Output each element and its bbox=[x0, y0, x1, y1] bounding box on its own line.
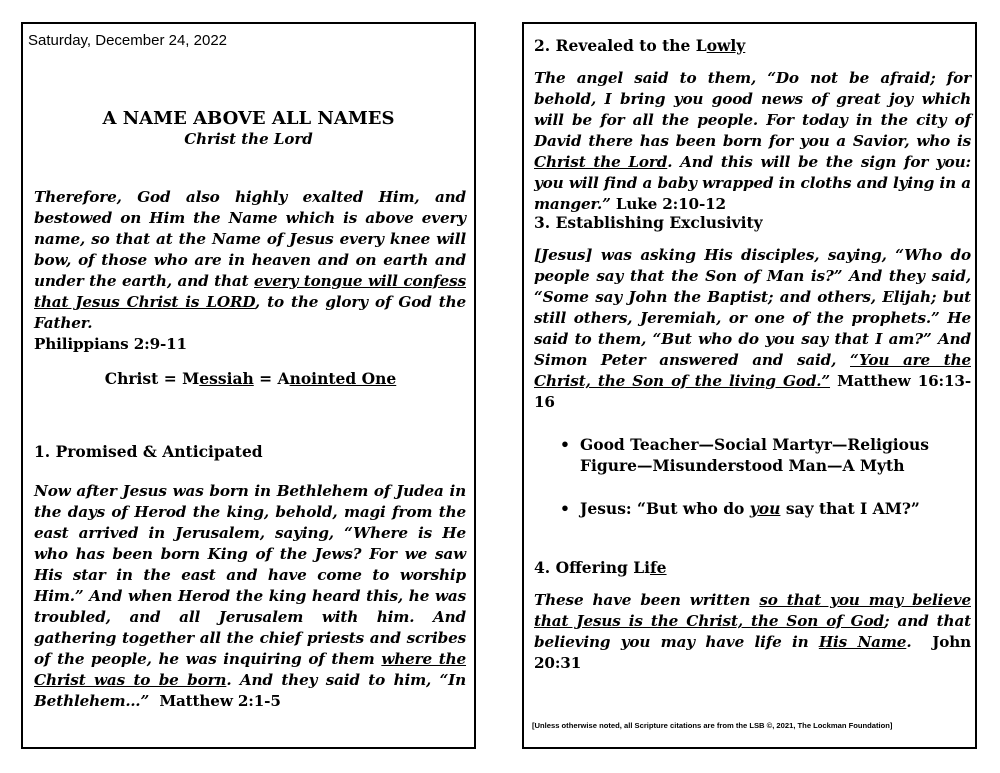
section-heading-2: 2. Revealed to the Lowly bbox=[534, 36, 746, 55]
verse-reference: Matthew 16:13-16 bbox=[534, 372, 971, 411]
left-panel bbox=[21, 22, 476, 749]
section-heading-3: 3. Establishing Exclusivity bbox=[534, 213, 763, 232]
page-subtitle: Christ the Lord bbox=[184, 130, 313, 148]
verse-philippians: Therefore, God also highly exalted Him, and bestowed on Him the Name which is above every name, so that at the Name of Jesus every knee will bow, of those who are in heaven and on earth and under the earth, and that every tongue will confess that Jesus Christ is LORD, to the glory of God the Father. Philippians 2:9-11 bbox=[34, 188, 466, 353]
right-panel bbox=[522, 22, 977, 749]
verse-reference: Luke 2:10-12 bbox=[615, 195, 726, 213]
footnote: [Unless otherwise noted, all Scripture citations are from the LSB ©, 2021, The Lockman Foundation] bbox=[532, 721, 893, 730]
bullet-item: • Jesus: “But who do you say that I AM?” bbox=[560, 499, 920, 518]
messiah-equation: Christ = Messiah = Anointed One bbox=[104, 369, 397, 388]
section-heading-4: 4. Offering Life bbox=[534, 558, 667, 577]
section-heading-1: 1. Promised & Anticipated bbox=[34, 442, 263, 461]
bullet-list bbox=[560, 434, 960, 541]
bullet-icon: • bbox=[560, 435, 570, 454]
underlined-phrase: so that you may believe that Jesus is the Christ, the Son of God bbox=[534, 591, 971, 630]
underlined-phrase: every tongue will confess that Jesus Christ is LORD bbox=[34, 272, 466, 311]
underlined-phrase: His Name bbox=[818, 633, 907, 651]
verse-matthew-16: [Jesus] was asking His disciples, saying, “Who do people say that the Son of Man is?” And they said, “Some say John the Baptist; and others, Elijah; but still others, Jeremiah, or one of the prophets.” He said to them, “But who do you say that I am?” And Simon Peter answered and said, “You are the Christ, the Son of the living God.” Matthew 16:13-16 bbox=[534, 246, 971, 411]
page-title: A NAME ABOVE ALL NAMES bbox=[102, 108, 395, 129]
verse-reference: John 20:31 bbox=[534, 633, 972, 672]
underlined-phrase: where the Christ was to be born bbox=[34, 650, 467, 689]
underlined-phrase: Christ the Lord bbox=[534, 153, 668, 171]
verse-reference: Philippians 2:9-11 bbox=[34, 335, 187, 353]
verse-matthew-2: Now after Jesus was born in Bethlehem of Judea in the days of Herod the king, behold, magi from the east arrived in Jerusalem, saying, “Where is He who has been born King of the Jews? For we saw His star in the east and have come to worship Him.” And when Herod the king heard this, he was troubled, and all Jerusalem with him. And gathering together all the chief priests and scribes of the people, he was inquiring of them where the Christ was to be born. And they said to him, “In Bethlehem…” Matthew 2:1-5 bbox=[34, 482, 467, 710]
date-label: Saturday, December 24, 2022 bbox=[28, 32, 228, 49]
bullet-icon: • bbox=[560, 499, 570, 518]
bullet-item: • Good Teacher—Social Martyr—Religious Figure—Misunderstood Man—A Myth bbox=[560, 435, 930, 475]
verse-luke-2: The angel said to them, “Do not be afraid; for behold, I bring you good news of great joy which will be for all the people. For today in the city of David there has been born for you a Savior, who is Christ the Lord. And this will be the sign for you: you will find a baby wrapped in cloths and lying in a manger.” Luke 2:10-12 bbox=[534, 69, 971, 213]
verse-reference: Matthew 2:1-5 bbox=[159, 692, 281, 710]
verse-john-20: These have been written so that you may believe that Jesus is the Christ, the Son of God; and that believing you may have life in His Name. John 20:31 bbox=[534, 591, 972, 672]
underlined-phrase: “You are the Christ, the Son of the living God.” bbox=[534, 351, 971, 390]
